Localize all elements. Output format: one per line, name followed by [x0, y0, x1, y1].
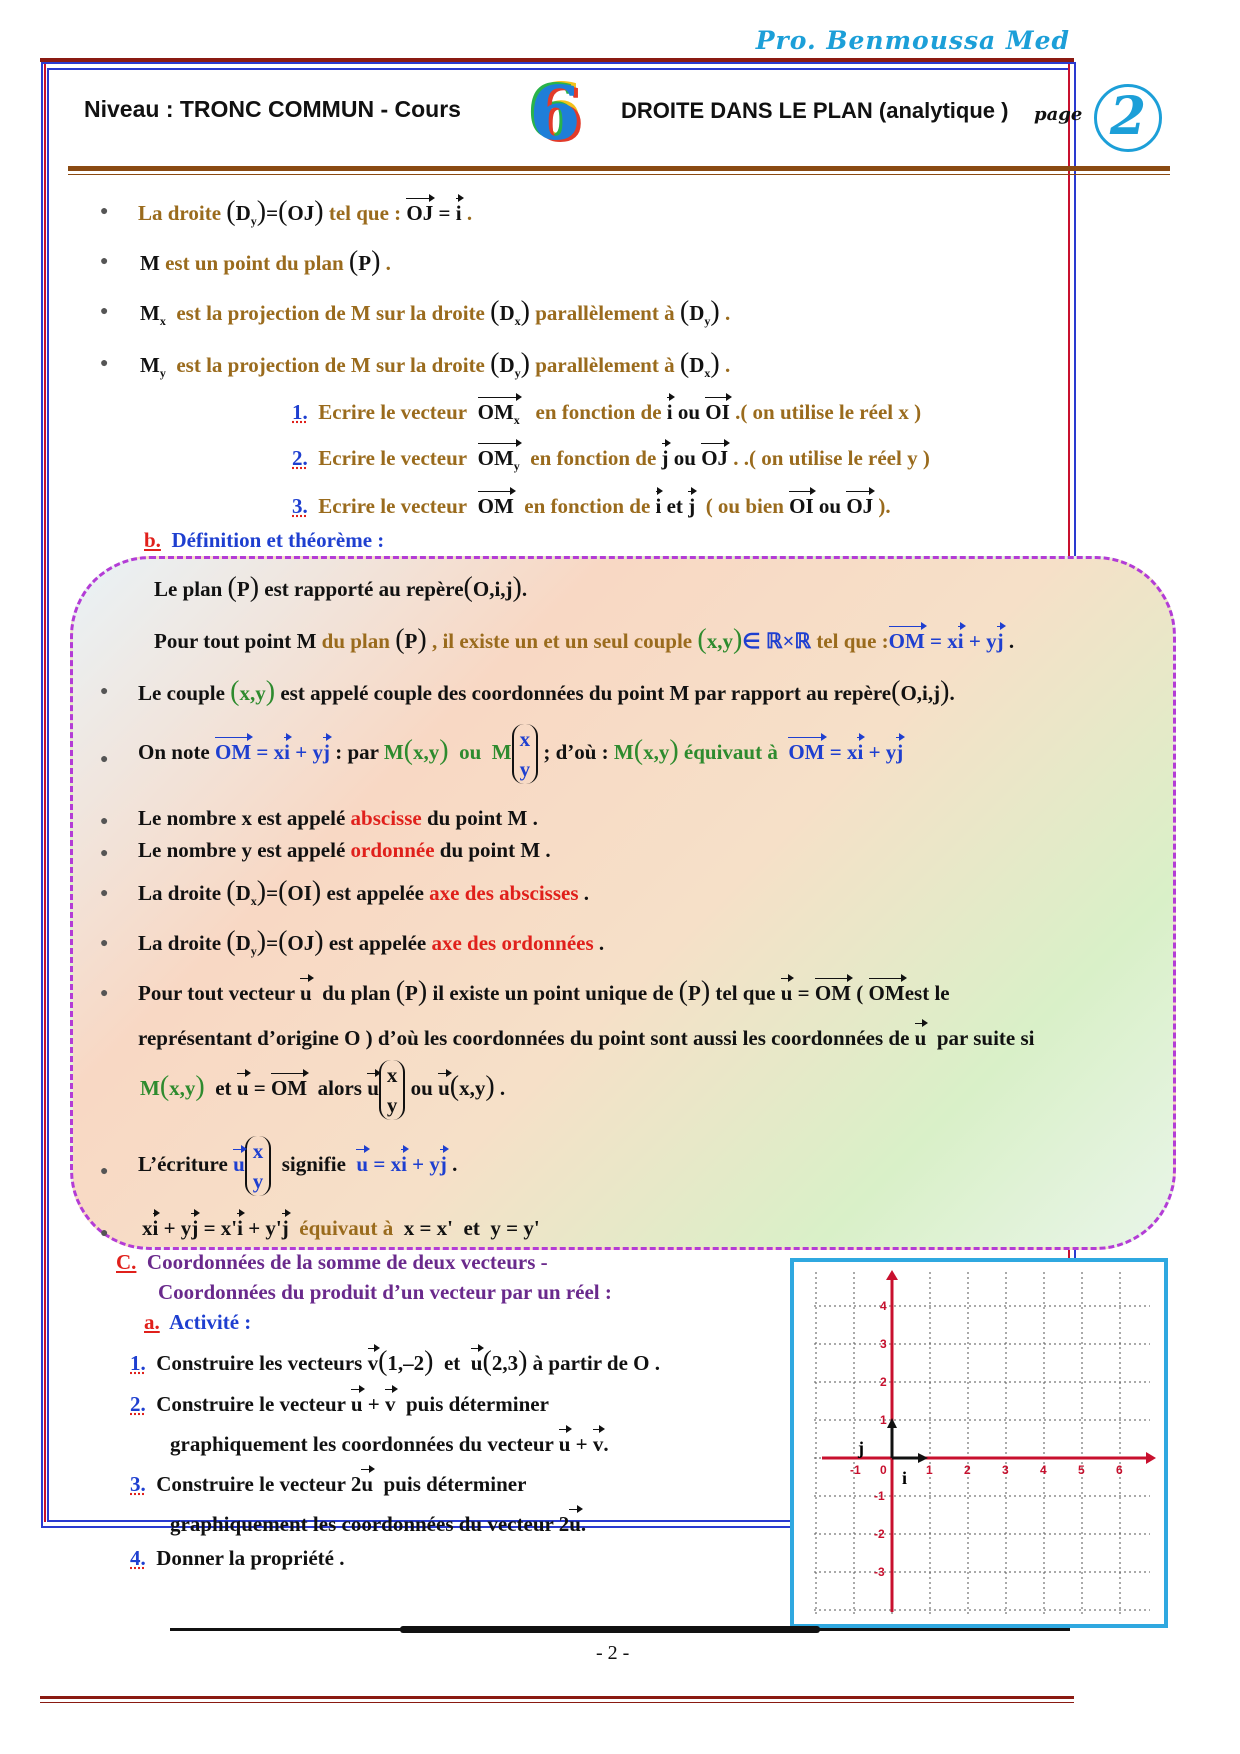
def-line-10: représentant d’origine O ) d’où les coordonnées du point sont aussi les coordonnées de u par suite si — [138, 1026, 1035, 1050]
x-tick-label: -1 — [850, 1463, 861, 1477]
author-signature: Pro. Benmoussa Med — [755, 26, 1070, 55]
x-tick-label: 4 — [1040, 1463, 1047, 1477]
activity-item-1: 1. Construire les vecteurs v(1,–2) et u(2,3) à partir de O . — [130, 1346, 660, 1377]
bullet: ● — [100, 356, 109, 371]
def-line-2: Pour tout point M du plan (P) , il existe un et un seul couple (x,y)∈ ℝ×ℝ tel que :OM = xi + yj . — [154, 624, 1015, 655]
x-tick-label: 5 — [1078, 1463, 1085, 1477]
section-c-subtitle: Coordonnées du produit d’un vecteur par un réel : — [158, 1280, 612, 1304]
activity-item-4: 4. Donner la propriété . — [130, 1546, 345, 1570]
def-line-8: La droite $(D_y)=(OJ)$ est appelée axe des ordonnées . — [138, 926, 605, 959]
footer-bar-thin — [40, 1702, 1074, 1703]
level-label: Niveau : TRONC COMMUN - Cours — [84, 96, 461, 122]
i-label: i — [902, 1468, 908, 1488]
y-tick-label: -3 — [874, 1565, 885, 1579]
page-word: page — [1034, 104, 1083, 125]
def-line-1: Le plan (P) est rapporté au repère(O,i,j). — [154, 572, 528, 603]
unit-vector-i-head — [918, 1453, 928, 1463]
question-3: 3. Ecrire le vecteur OM en fonction de i et j ( ou bien OI ou OJ ). — [292, 494, 891, 518]
activity-item-2b: graphiquement les coordonnées du vecteur u + v. — [170, 1432, 609, 1456]
footer-bar — [40, 1696, 1074, 1699]
def-line-12: L’écriture ux y signifie u = xi + yj . — [138, 1136, 457, 1196]
intro-line-4: $M_y$ est la projection de M sur la droite $(D_y)$ parallèlement à $(D_x)$ . — [140, 348, 731, 381]
header-rule-bottom-thin — [68, 174, 1170, 175]
coordinate-grid — [794, 1262, 1164, 1624]
y-tick-label: -2 — [874, 1527, 885, 1541]
logo-six: 6 — [529, 71, 581, 157]
def-line-13: xi + yj = x'i + y'j équivaut à x = x' et y = y' — [142, 1216, 540, 1240]
coordinate-grid-frame — [790, 1258, 1168, 1628]
definition-heading: b. Définition et théorème : — [144, 528, 385, 552]
question-2: 2. Ecrire le vecteur $OM_y$ en fonction de j ou OJ . .( on utilise le réel y ) — [292, 446, 930, 474]
activity-heading: a. Activité : — [144, 1310, 252, 1334]
bullet: ● — [100, 304, 109, 319]
def-line-9: Pour tout vecteur u du plan (P) il existe un point unique de (P) tel que u = OM ( OMest le — [138, 976, 950, 1007]
y-axis-arrow — [886, 1270, 898, 1280]
intro-line-2: M est un point du plan (P) . — [140, 246, 391, 277]
activity-item-3: 3. Construire le vecteur 2u puis déterminer — [130, 1472, 527, 1496]
bullet: ● — [100, 752, 109, 767]
y-tick-label: 2 — [880, 1375, 887, 1389]
page-number-badge: 2 — [1094, 84, 1162, 152]
def-line-5: Le nombre x est appelé abscisse du point M . — [138, 806, 538, 830]
footer-page-number: - 2 - — [596, 1642, 630, 1664]
def-line-6: Le nombre y est appelé ordonnée du point M . — [138, 838, 551, 862]
x-tick-label: 2 — [964, 1463, 971, 1477]
x-tick-label: 3 — [1002, 1463, 1009, 1477]
bullet: ● — [100, 814, 109, 829]
footer-rule-thick — [400, 1626, 820, 1633]
bullet: ● — [100, 254, 109, 269]
x-axis-arrow — [1146, 1452, 1156, 1464]
y-tick-label: 1 — [880, 1413, 887, 1427]
def-line-3: Le couple (x,y) est appelé couple des coordonnées du point M par rapport au repère(O,i,j). — [138, 676, 955, 707]
section-c-title: C. Coordonnées de la somme de deux vecteurs - — [116, 1250, 548, 1274]
question-1: 1. Ecrire le vecteur $OM_x$ en fonction de i ou OI .( on utilise le réel x ) — [292, 400, 922, 428]
def-line-4: On note OM = xi + yj : par M(x,y) ou Mx y ; d’où : M(x,y) équivaut à OM = xi + yj — [138, 724, 903, 784]
chapter-title: DROITE DANS LE PLAN (analytique ) — [621, 98, 1009, 123]
activity-item-2: 2. Construire le vecteur u + v puis déterminer — [130, 1392, 549, 1416]
y-tick-label: 3 — [880, 1337, 887, 1351]
frame-accent-left — [44, 64, 46, 1522]
y-tick-label: -1 — [874, 1489, 885, 1503]
bullet: ● — [100, 846, 109, 861]
bullet: ● — [100, 886, 109, 901]
intro-line-3: $M_x$ est la projection de M sur la droite $(D_x)$ parallèlement à $(D_y)$ . — [140, 296, 731, 329]
x-tick-label: 0 — [880, 1463, 887, 1477]
x-tick-label: 1 — [926, 1463, 933, 1477]
activity-item-3b: graphiquement les coordonnées du vecteur 2u. — [170, 1512, 587, 1536]
bullet: ● — [100, 936, 109, 951]
intro-line-1: La droite $(D_y)=(OJ)$ tel que : OJ = i . — [138, 196, 473, 229]
bullet: ● — [100, 684, 109, 699]
x-tick-label: 6 — [1116, 1463, 1123, 1477]
def-line-7: La droite $(D_x)=(OI)$ est appelée axe des abscisses . — [138, 876, 589, 909]
bullet: ● — [100, 986, 109, 1001]
y-tick-label: 4 — [880, 1299, 887, 1313]
def-line-11: M(x,y) et u = OM alors ux y ou u(x,y) . — [140, 1060, 505, 1120]
bullet: ● — [100, 204, 109, 219]
j-label: j — [858, 1438, 864, 1458]
header-rule-bottom — [68, 166, 1170, 171]
bullet: ● — [100, 1164, 109, 1179]
bullet: ● — [100, 1226, 109, 1241]
